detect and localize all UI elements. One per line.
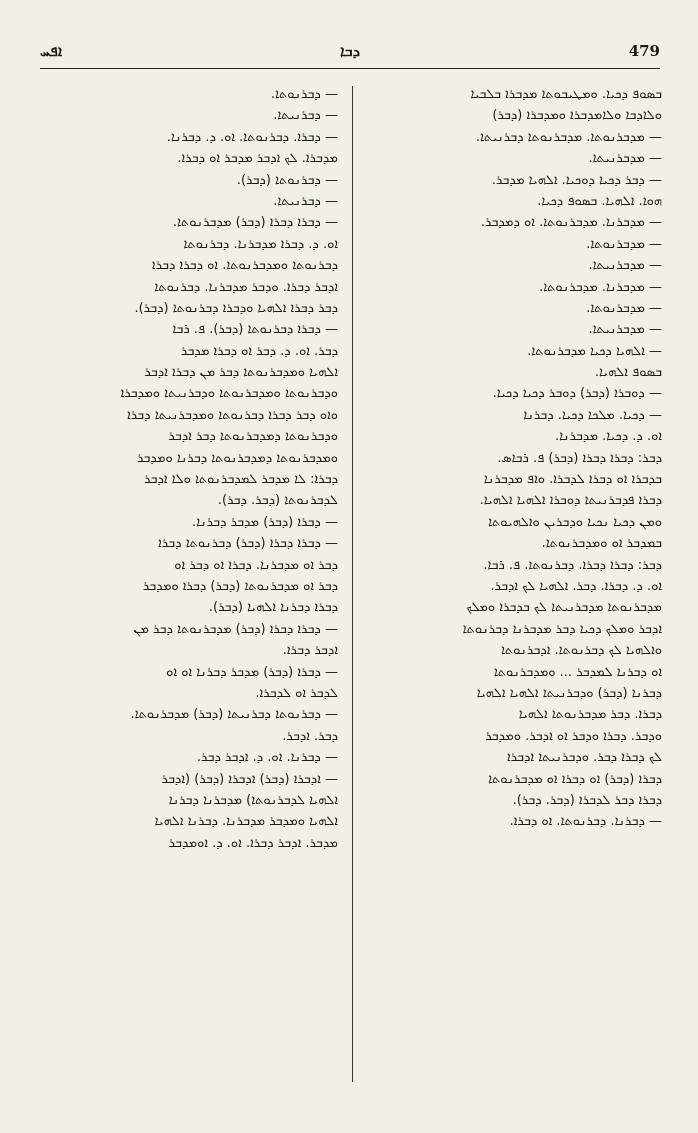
entry-line: — ܡܕܒܪܢܝܬܐ. bbox=[588, 322, 662, 338]
entry-line: — ܕܒܪܢܝܬܐ. bbox=[273, 108, 338, 124]
entry-line: ܕܒܪܐ: ܠܐ ܡܕܒܪ ܠܡܕܒܪܢܘܬܐ ܘܠܐ ܐܕܒܪ bbox=[144, 472, 338, 488]
left-column bbox=[42, 84, 338, 854]
entry-line: ܒܣܘܦ ܐܠܗܝܐ. bbox=[594, 365, 662, 381]
entry-line: — ܕܒܪܐ ܕܒܪܢܘܬܐ (ܕܒܪ). ܦ. ܪܒܐ bbox=[172, 322, 338, 338]
right-column bbox=[366, 84, 662, 833]
entry-line: ܕܒܪ ܐܘ ܡܕܒܪܢܘܬܐ (ܕܒܪ) ܕܒܪܐ ܘܡܕܒܪ bbox=[142, 578, 338, 594]
entry-line: — ܕܒܪܢܐ. ܐܘ. ܕ. ܐܕܒܪ ܕܒܪ. bbox=[196, 750, 338, 766]
entry-line: — ܡܕܒܪܢܐ. ܡܕܒܪܢܘܬܐ. ܐܘ ܕܡܕܒܪ. bbox=[480, 215, 662, 231]
entry-line: ܕܒܪ: ܕܒܪܐ ܕܒܪܐ. ܕܒܪܢܘܬܐ. ܦ. ܪܒܐ. bbox=[483, 557, 662, 573]
entry-line: ܐܠܗܝܐ ܘܡܕܒܪ ܡܕܒܪܢܐ. ܕܒܪܢܐ ܐܠܗܝܐ bbox=[154, 814, 338, 830]
entry-line: ܕܒܪܐ. ܕܒܪ ܡܕܒܪܢܘܬܐ ܐܠܗܝܐ bbox=[518, 707, 662, 723]
entry-line: ܒܡܕܒܪ ܐܘ ܘܡܕܒܪܢܘܬܐ. bbox=[541, 536, 662, 552]
entry-line: ܐܕܒܪ ܘܡܠܟ ܕܟܝܐ ܕܒܪ ܡܕܒܪܢܐ ܕܒܪܢܘܬܐ bbox=[462, 621, 662, 637]
entry-line: ܘܕܒܪܢܘܬܐ ܘܡܕܒܪܢܘܬܐ ܘܕܒܪܢܝܬܐ ܘܡܕܒܪܐ bbox=[120, 386, 338, 402]
entry-line: — ܕܒܪܐ (ܕܒܪ) ܡܕܒܪ ܕܒܪܢܐ. bbox=[192, 514, 338, 530]
entry-line: ܐܕܒܪ ܕܒܪܐ. ܘܕܒܪ ܡܕܒܪܢܐ. ܕܒܪܢܘܬܐ bbox=[154, 279, 338, 295]
entry-line: — ܕܒܪܢܘܬܐ. bbox=[270, 87, 338, 102]
entry-line: ܕܒܪ: ܕܒܪܐ ܕܒܪܐ (ܕܒܪ) ܦ. ܪܒܐܣ. bbox=[497, 450, 662, 466]
column-divider bbox=[352, 86, 353, 1082]
entry-line: — ܕܒܪܢܐ. ܕܒܪܢܘܬܐ. ܐܘ ܕܒܪܐ. bbox=[509, 814, 662, 830]
entry-line: ܕܒܪܐ ܦܕܒܪܢܝܬܐ ܕܘܒܪܐ ܐܠܗܝܐ ܐܠܗܝܐ. bbox=[479, 493, 662, 509]
entry-line: — ܕܒܪܢܝܬܐ. bbox=[273, 193, 338, 209]
entry-line: ܡܕܒܪܐ. ܠܟ ܐܕܒܪ ܡܕܒܪ ܐܘ ܕܒܪܐ. bbox=[177, 151, 338, 167]
entry-line: ܡܕܒܪܢܘܬܐ ܡܕܒܪܢܝܬܐ ܠܟ ܒܕܒܪܐ ܘܡܠܟ bbox=[466, 600, 662, 616]
entry-line: ܘܕܒܪ. ܕܒܪܐ ܘܕܒܪ ܐܘ ܐܕܒܪ. ܘܡܕܒܪ bbox=[485, 728, 662, 744]
entry-line: ܕܒܪ ܕܒܪܐ ܐܠܗܝܐ ܘܕܒܪܐ ܕܒܪܢܘܬܐ (ܕܒܪ). bbox=[134, 300, 338, 316]
entry-line: — ܡܕܒܪܢܘܬܐ. bbox=[586, 300, 662, 316]
entry-line: ܕܒܪܐ ܕܒܪܢܐ ܐܠܗܝܐ (ܕܒܪ). bbox=[208, 600, 338, 616]
entry-line: — ܐܠܗܝܐ ܕܟܝܐ ܡܕܒܪܢܘܬܐ. bbox=[527, 343, 662, 359]
entry-line: ܐܘ. ܕ. ܕܒܪܐ. ܕܒܪ. ܐܠܗܝܐ ܠܟ ܐܕܒܪ. bbox=[490, 578, 662, 594]
entry-line: ܐܠܗܝܐ ܘܡܕܒܪܢܘܬܐ ܕܒܪ ܡܢ ܕܒܪܐ ܐܕܒܪ bbox=[144, 365, 338, 381]
entry-line: ܐܘ. ܕ. ܕܟܝܐ. ܡܕܒܪܢܐ. bbox=[554, 429, 662, 445]
entry-line: ܐܘ ܕܒܪܢܐ ܠܡܕܒܪ ... ܘܡܕܒܪܢܘܬܐ bbox=[493, 664, 662, 680]
entry-line: ܕܒܪܢܐ (ܕܒܪ) ܘܕܒܪܢܝܬܐ ܐܠܗܝܐ ܐܠܗܝܐ bbox=[476, 685, 662, 701]
entry-line: ܘܕܒܪܢܘܬܐ ܕܡܕܒܪܢܘܬܐ ܕܒܪ ܐܕܒܪ bbox=[168, 429, 338, 445]
entry-line: — ܕܟܝܐ. ܡܠܟܐ ܕܟܝܐ. ܕܒܪܢܐ bbox=[523, 407, 662, 423]
entry-line: ܐܘ. ܕ. ܕܒܪܐ ܡܕܒܪܢܐ. ܕܒܪܢܘܬܐ bbox=[183, 236, 338, 252]
entry-line: ܘܡܕܒܪܢܘܬܐ ܕܡܕܒܪܢܘܬܐ ܕܒܪܢܐ ܘܡܕܒܪ bbox=[136, 450, 338, 466]
entry-line: — ܕܒܪܢܘܬܐ ܕܒܪܢܝܬܐ (ܕܒܪ) ܡܕܒܪܢܘܬܐ. bbox=[130, 707, 338, 723]
entry-line: — ܐܕܒܪܐ (ܕܒܪ) ܐܕܒܪܐ (ܕܒܪ) (ܐܕܒܪ bbox=[161, 771, 338, 787]
entry-line: ܒܣܘܦ ܕܟܝܐ. ܘܡܛܝܒܘܬܐ ܡܕܒܪܐ ܒܠܒܝܐ bbox=[470, 87, 662, 102]
entry-line: — ܕܒܪܐ ܕܒܪܐ (ܕܒܪ) ܡܕܒܪܢܘܬܐ. bbox=[172, 215, 338, 231]
entry-line: ܘܐܠܗܝܐ ܠܟ ܕܒܪܢܘܬܐ. ܐܕܒܪܢܘܬܐ bbox=[500, 643, 662, 659]
entry-line: — ܡܕܒܪܢܝܬܐ. bbox=[588, 151, 662, 167]
entry-line: — ܕܒܪܐ ܕܒܪܐ (ܕܒܪ) ܕܒܪܢܘܬܐ ܕܒܪܐ bbox=[158, 536, 338, 552]
entry-line: — ܕܒܪܐ. ܕܒܪܢܘܬܐ. ܐܘ. ܕ. ܕܒܪܢܐ. bbox=[166, 129, 338, 145]
header-left-word: ܐܦܚ bbox=[40, 42, 63, 60]
entry-line: — ܕܒܪ ܕܟܝܐ ܕܘܟܝܐ. ܐܠܗܝܐ ܡܕܒܪ. bbox=[491, 172, 662, 188]
entry-line: ܕܒܪ. ܐܕܒܪ. bbox=[282, 728, 338, 744]
entry-line: ܠܕܒܪ ܐܘ ܠܕܒܪܐ. bbox=[255, 685, 338, 701]
header-center-word: ܕܒܐ bbox=[340, 42, 360, 60]
entry-line: — ܕܒܪܢܘܬܐ (ܕܒܪ). bbox=[236, 172, 338, 188]
entry-line: ܒܕܒܪܐ ܐܘ ܕܒܪܐ ܠܕܒܪܐ. ܘܐܦ ܡܕܒܪܢܐ bbox=[483, 472, 662, 488]
entry-line: ܘܡܢ ܕܟܝܐ ܢܟܝܐ ܘܕܒܪܝܢ ܘܐܠܗܝܘܬܐ bbox=[488, 514, 662, 530]
entry-line: ܘܐܘ ܕܒܪ ܕܒܪܐ ܕܒܪܢܘܬܐ ܘܡܕܒܪܢܝܬܐ ܕܒܪܐ bbox=[127, 407, 338, 423]
entry-line: — ܕܒܪܐ ܕܒܪܐ (ܕܒܪ) ܡܕܒܪܢܘܬܐ ܕܒܪ ܡܢ bbox=[133, 621, 338, 637]
entry-line: ܘܠܐܕܒܐ ܘܠܐܡܕܒܪܐ ܘܡܕܒܪܐ (ܕܒܪ) bbox=[492, 108, 662, 124]
entry-line: ܕܒܪܢܘܬܐ ܘܡܕܒܪܢܘܬܐ. ܐܘ ܕܒܪܐ ܕܒܪܐ bbox=[151, 258, 338, 274]
entry-line: ܕܒܪܐ ܕܒܪ ܠܕܒܪܐ (ܕܒܪ. ܕܒܪ). bbox=[512, 792, 662, 808]
entry-line: — ܕܒܪܐ (ܕܒܪ) ܡܕܒܪ ܕܒܪܢܐ ܐܘ ܐܘ bbox=[166, 664, 338, 680]
entry-line: ܗܘܐ. ܐܠܗܝܐ. ܒܣܘܦ ܕܟܝܐ. bbox=[537, 193, 662, 209]
entry-line: ܕܒܪ. ܐܘ. ܕ. ܕܒܪ ܐܘ ܕܒܪܐ ܡܕܒܪ bbox=[180, 343, 338, 359]
entry-line: ܕܒܪܐ (ܕܒܪ) ܐܘ ܕܒܪܐ ܐܘ ܡܕܒܪܢܘܬܐ bbox=[488, 771, 662, 787]
entry-line: ܠܟ ܕܒܪܐ ܕܒܪ. ܘܕܒܪܢܝܬܐ ܐܕܒܪܐ bbox=[506, 750, 662, 766]
entry-line: — ܡܕܒܪܢܘܬܐ. ܡܕܒܪܢܘܬܐ ܕܒܪܢܝܬܐ. bbox=[475, 129, 662, 145]
entry-line: ܕܒܪ ܐܘ ܡܕܒܪܢܐ. ܕܒܪܐ ܐܘ ܕܒܪ ܐܘ bbox=[174, 557, 338, 573]
entry-line: ܠܕܒܪܢܘܬܐ (ܕܒܪ. ܕܒܪ). bbox=[217, 493, 338, 509]
page-header bbox=[40, 38, 660, 69]
entry-line: — ܡܕܒܪܢܝܬܐ. bbox=[588, 258, 662, 274]
entry-line: ܡܕܒܪ. ܐܕܒܪ ܕܒܪܐ. ܐܘ. ܕ. ܐܘܡܕܒܪ bbox=[168, 835, 338, 851]
page-number: 479 bbox=[628, 42, 660, 60]
entry-line: — ܡܕܒܪܢܘܬܐ. bbox=[586, 236, 662, 252]
entry-line: — ܕܘܒܪܐ (ܕܒܪ) ܕܘܒܪ ܕܟܝܐ ܕܟܝܐ. bbox=[492, 386, 662, 402]
entry-line: ܐܠܗܝܐ ܠܕܒܪܢܘܬܐ) ܡܕܒܪܢܐ ܕܒܪܢܐ bbox=[168, 792, 338, 808]
entry-line: ܐܕܒܪ ܕܒܪܐ. bbox=[282, 643, 338, 659]
entry-line: — ܡܕܒܪܢܐ. ܡܕܒܪܢܘܬܐ. bbox=[539, 279, 662, 295]
